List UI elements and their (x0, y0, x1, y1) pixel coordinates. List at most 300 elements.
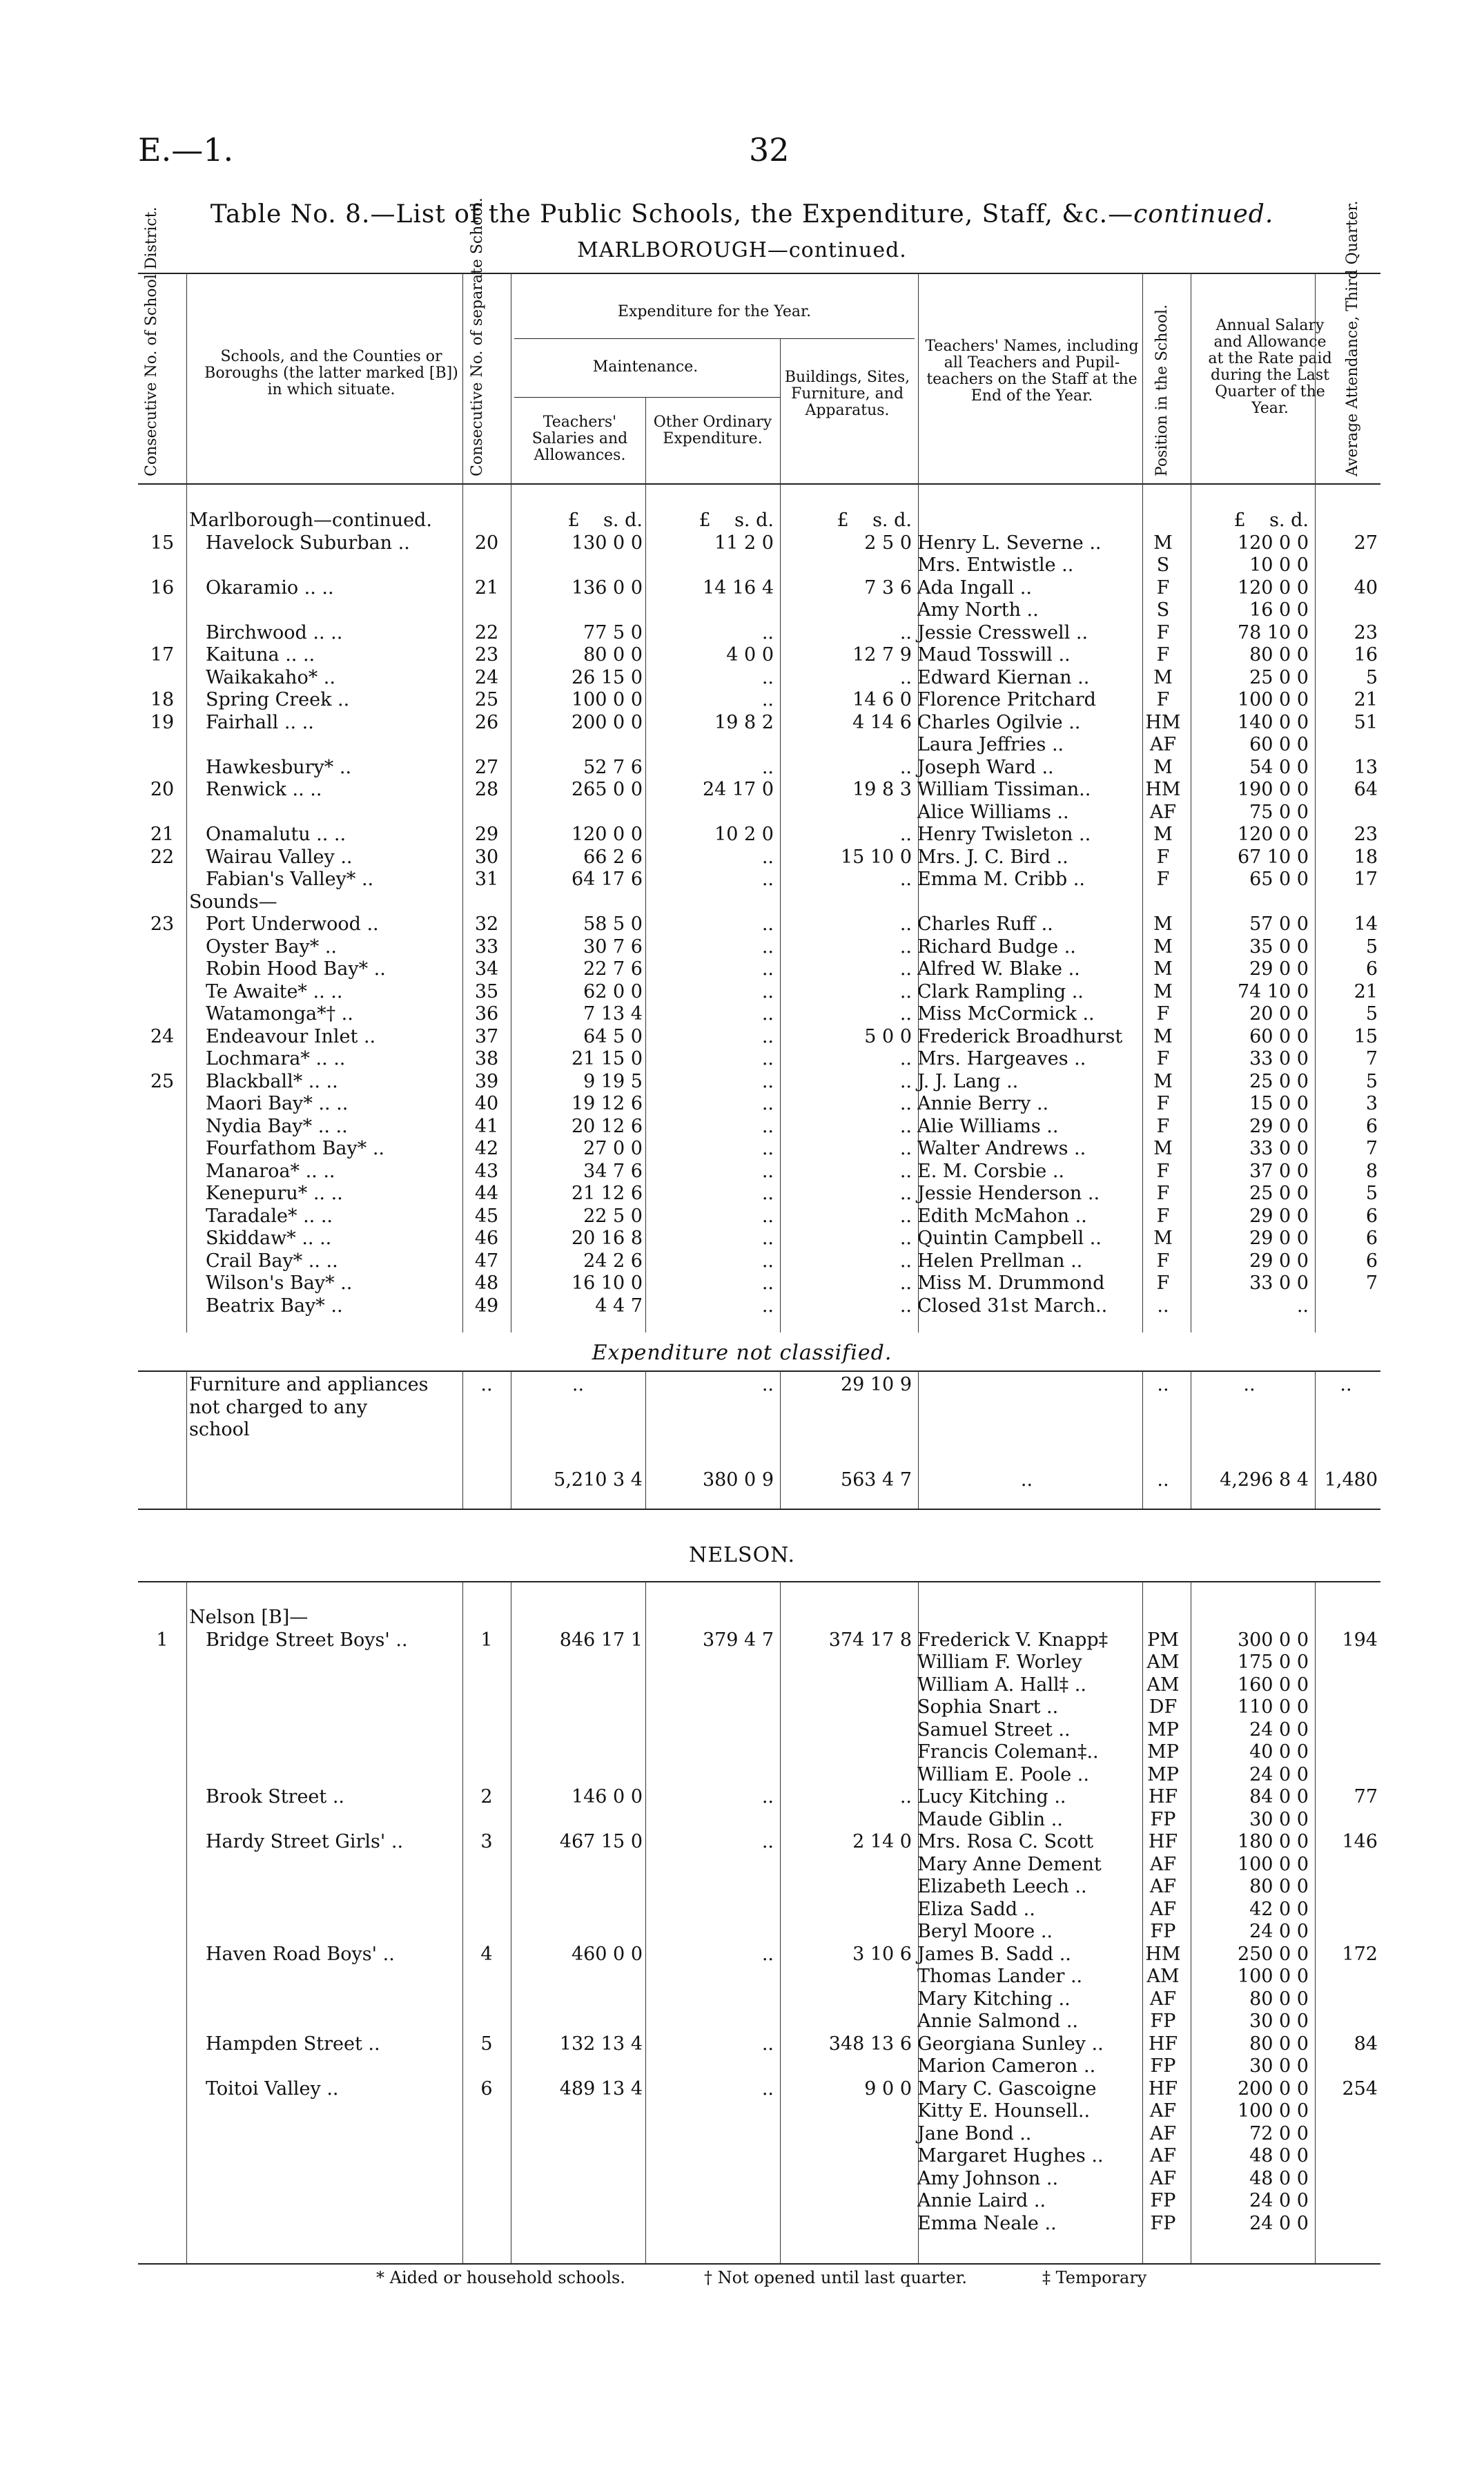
header-consecutive-district: Consecutive No. of School District. (143, 206, 160, 476)
attendance (1311, 1899, 1380, 1921)
school-no: 27 (474, 756, 499, 778)
district-no (138, 1138, 186, 1161)
teacher-name: William E. Poole .. (917, 1763, 1089, 1785)
school-name: Renwick .. .. (206, 779, 322, 800)
district-no: 15 (150, 532, 175, 554)
teacher-name: Helen Prellman .. (917, 1250, 1083, 1272)
district-no (138, 1295, 186, 1318)
attendance: 77 (1354, 1786, 1378, 1808)
buildings: .. (899, 1228, 912, 1249)
school-no (462, 2190, 511, 2213)
salaries: 846 17 1 (559, 1629, 643, 1651)
district-no (138, 1944, 186, 1966)
attendance: 84 (1354, 2033, 1378, 2055)
district-no (138, 1228, 186, 1250)
buildings: 7 3 6 (864, 576, 912, 599)
position: AF (1149, 2100, 1177, 2122)
annual-salary: 24 0 0 (1249, 1763, 1309, 1785)
table-row (138, 1093, 1380, 1116)
salaries (511, 599, 645, 622)
school-no (462, 2055, 511, 2078)
buildings: 14 6 0 (852, 689, 912, 710)
header-schools: Schools, and the Counties or Boroughs (the latter marked [B]) in which situate. (204, 348, 458, 398)
shilling-unit: s. (872, 510, 888, 531)
column-rule (1142, 1370, 1143, 1509)
buildings: 2 5 0 (864, 532, 912, 554)
table-row (138, 1786, 1380, 1809)
annual-salary: 33 0 0 (1249, 1272, 1309, 1294)
annual-salary: 48 0 0 (1249, 2167, 1309, 2189)
school-no (462, 1719, 511, 1742)
header-expenditure: Expenditure for the Year. (617, 303, 812, 320)
column-rule (918, 1370, 919, 1509)
school-no: 5 (480, 2033, 493, 2055)
position: .. (1157, 1295, 1169, 1317)
teacher-name: Lucy Kitching .. (917, 1786, 1066, 1808)
school-no (462, 1696, 511, 1719)
position: S (1156, 554, 1170, 576)
annual-salary: 37 0 0 (1249, 1160, 1309, 1182)
table-row (138, 599, 1380, 622)
district-no (138, 1966, 186, 1988)
school-name: Manaroa* .. .. (206, 1160, 335, 1182)
school-no (462, 1899, 511, 1921)
salaries: 22 5 0 (583, 1205, 643, 1227)
total-salary: 4,296 8 4 (1220, 1469, 1309, 1491)
school-name: Nydia Bay* .. .. (206, 1115, 348, 1137)
buildings: .. (899, 1250, 912, 1272)
school-no (462, 554, 511, 577)
school-no: 40 (474, 1093, 499, 1114)
buildings: .. (899, 913, 912, 935)
salaries: 52 7 6 (583, 756, 643, 778)
buildings (777, 1809, 915, 1832)
annual-salary: 74 10 0 (1237, 980, 1309, 1002)
attendance: 5 (1365, 666, 1378, 688)
school-name (186, 599, 462, 622)
teacher-name: Emma M. Cribb .. (917, 869, 1085, 890)
column-rule (918, 1581, 919, 2263)
annual-salary: 80 0 0 (1249, 1988, 1309, 2010)
column-rule (186, 1370, 187, 1509)
table-row (138, 667, 1380, 690)
attendance: 6 (1365, 958, 1378, 980)
position: F (1156, 1003, 1170, 1025)
not-classified-rule (138, 1370, 1380, 1372)
teacher-name: Elizabeth Leech .. (917, 1876, 1087, 1897)
annual-salary: 16 0 0 (1249, 599, 1309, 621)
pence-unit: d. (894, 510, 912, 531)
buildings (777, 2055, 915, 2078)
marlborough-table (138, 510, 1380, 1317)
title-prefix: Table No. 8.—List of the Public Schools, the Expenditure, Staff, &c.— (210, 200, 1134, 229)
other-expenditure: 24 17 0 (702, 779, 774, 800)
header-maintenance: Maintenance. (592, 358, 699, 376)
school-no: 43 (474, 1160, 499, 1182)
district-no (138, 2033, 186, 2056)
table-row (138, 1629, 1380, 1652)
salaries (511, 1674, 645, 1697)
furniture-table (138, 1374, 1380, 1491)
table-row (138, 1809, 1380, 1832)
buildings (777, 1921, 915, 1944)
district-no (138, 1161, 186, 1183)
position: AF (1149, 2167, 1177, 2189)
page-number: 32 (749, 131, 790, 168)
table-row (138, 779, 1380, 802)
nelson-top-rule (138, 1581, 1380, 1582)
other-expenditure (645, 1696, 777, 1719)
teacher-name: Frederick V. Knapp‡ (917, 1629, 1109, 1651)
other-expenditure (645, 1966, 777, 1988)
annual-salary: 175 0 0 (1237, 1651, 1309, 1673)
teacher-name: Mrs. Entwistle .. (917, 554, 1074, 576)
buildings: .. (899, 824, 912, 845)
other-expenditure: .. (761, 2077, 774, 2100)
teacher-name: Beryl Moore .. (917, 1921, 1053, 1942)
annual-salary: 60 0 0 (1249, 1025, 1309, 1047)
table-row (138, 1966, 1380, 1988)
school-no (462, 2145, 511, 2168)
header-position: Position in the School. (1153, 304, 1171, 476)
position: AF (1149, 734, 1177, 755)
other-expenditure (645, 2190, 777, 2213)
teacher-name: J. J. Lang .. (917, 1070, 1019, 1092)
table-row (138, 757, 1380, 779)
salaries: 26 15 0 (571, 666, 643, 688)
other-expenditure (645, 554, 777, 577)
school-no (462, 734, 511, 757)
school-no: 32 (474, 913, 499, 935)
other-expenditure (645, 1651, 777, 1674)
school-no (462, 2010, 511, 2033)
district-no (138, 1854, 186, 1877)
district-no (138, 1719, 186, 1742)
teacher-name: Henry Twisleton .. (917, 824, 1091, 845)
annual-salary: 57 0 0 (1249, 913, 1309, 935)
buildings: .. (899, 666, 912, 688)
district-no (138, 2010, 186, 2033)
attendance: 7 (1365, 1048, 1378, 1069)
table-row (138, 981, 1380, 1004)
attendance (1311, 1295, 1380, 1318)
attendance: 146 (1342, 1831, 1378, 1852)
district-no (138, 734, 186, 757)
buildings: .. (899, 1138, 912, 1159)
units-salary (1187, 510, 1311, 532)
school-name: Waikakaho* .. (206, 666, 335, 688)
annual-salary: .. (1296, 1295, 1309, 1317)
salaries (511, 1809, 645, 1832)
table-row (138, 802, 1380, 824)
school-no: 31 (474, 869, 499, 890)
school-name (186, 1696, 462, 1719)
annual-salary: 60 0 0 (1249, 734, 1309, 755)
salaries: 460 0 0 (571, 1943, 643, 1965)
school-no: 49 (474, 1295, 499, 1317)
attendance: 5 (1365, 1003, 1378, 1025)
district-no (138, 2168, 186, 2191)
school-name (186, 734, 462, 757)
position: AF (1149, 2122, 1177, 2144)
teacher-name: Alie Williams .. (917, 1115, 1059, 1137)
table-row (138, 1854, 1380, 1877)
district-no (138, 2190, 186, 2213)
other-expenditure: .. (761, 1831, 774, 1852)
district-no (138, 1786, 186, 1809)
table-row (138, 2078, 1380, 2101)
annual-salary: 120 0 0 (1237, 824, 1309, 845)
district-no (138, 936, 186, 959)
other-expenditure (645, 734, 777, 757)
other-expenditure: .. (761, 913, 774, 935)
attendance: 40 (1354, 576, 1378, 599)
buildings (777, 891, 915, 914)
annual-salary: 100 0 0 (1237, 1966, 1309, 1987)
pound-unit: £ (699, 510, 711, 531)
district-no (138, 802, 186, 824)
school-no: 3 (480, 1831, 493, 1852)
district-no: 20 (150, 779, 175, 800)
column-rule (1315, 1581, 1316, 2263)
salaries: 58 5 0 (583, 913, 643, 935)
total-teachers: .. (1020, 1469, 1033, 1491)
school-no: 30 (474, 846, 499, 868)
attendance (1311, 1719, 1380, 1742)
school-no: 46 (474, 1228, 499, 1249)
school-name: Skiddaw* .. .. (206, 1228, 332, 1249)
school-name: Lochmara* .. .. (206, 1048, 346, 1069)
teacher-name: Marion Cameron .. (917, 2055, 1096, 2077)
table-row (138, 1228, 1380, 1250)
annual-salary: 200 0 0 (1237, 2077, 1309, 2100)
school-name (186, 1764, 462, 1787)
header-buildings: Buildings, Sites, Furniture, and Apparatus. (784, 369, 910, 419)
buildings (777, 599, 915, 622)
school-name: Taradale* .. .. (206, 1205, 333, 1227)
other-expenditure (645, 1674, 777, 1697)
salaries (511, 2123, 645, 2146)
other-expenditure: 14 16 4 (702, 576, 774, 599)
district-no (138, 1048, 186, 1071)
page-identifier: E.—1. (138, 131, 234, 168)
buildings (777, 1696, 915, 1719)
table-row (138, 532, 1380, 555)
school-no (462, 1764, 511, 1787)
school-name (186, 1966, 462, 1988)
position: AF (1149, 1876, 1177, 1897)
position: F (1156, 689, 1170, 710)
other-expenditure (645, 891, 777, 914)
table-row (138, 1988, 1380, 2011)
school-no (462, 1988, 511, 2011)
position: AM (1146, 1651, 1180, 1673)
district-no (138, 1003, 186, 1026)
units-other (645, 510, 777, 532)
table-row (138, 1138, 1380, 1161)
other-expenditure: .. (761, 980, 774, 1002)
shilling-unit: s. (734, 510, 750, 531)
salaries (511, 1764, 645, 1787)
pence-unit: d. (756, 510, 774, 531)
attendance: 172 (1342, 1943, 1378, 1965)
teacher-name: Annie Berry .. (917, 1093, 1049, 1114)
position: HF (1148, 2077, 1178, 2100)
furniture-label-2: not charged to any (189, 1396, 368, 1418)
teacher-name: Closed 31st March.. (917, 1295, 1108, 1317)
other-expenditure: 4 0 0 (726, 644, 774, 666)
school-name (186, 2055, 462, 2078)
school-no (462, 1876, 511, 1899)
furniture-position: .. (1157, 1374, 1169, 1395)
furniture-teachers (915, 1374, 1139, 1397)
school-no: 34 (474, 958, 499, 980)
school-name: Bridge Street Boys' .. (206, 1629, 408, 1651)
annual-salary: 65 0 0 (1249, 869, 1309, 890)
position: AF (1149, 801, 1177, 823)
table-row (138, 1116, 1380, 1138)
teacher-name: Kitty E. Hounsell.. (917, 2100, 1091, 2122)
school-no (462, 1741, 511, 1764)
teacher-name: William Tissiman.. (917, 779, 1091, 800)
teacher-name: Annie Laird .. (917, 2190, 1046, 2211)
salaries: 132 13 4 (559, 2033, 643, 2055)
other-expenditure (645, 1741, 777, 1764)
position: M (1153, 532, 1173, 554)
attendance: 5 (1365, 1183, 1378, 1204)
furniture-other: .. (761, 1374, 774, 1395)
table-row (138, 1272, 1380, 1295)
district-no (138, 1876, 186, 1899)
attendance: 64 (1354, 779, 1378, 800)
salaries: 4 4 7 (595, 1295, 643, 1317)
district-no: 23 (150, 913, 175, 935)
teacher-name: Jessie Cresswell .. (917, 621, 1088, 643)
salaries (511, 1876, 645, 1899)
school-no: 21 (474, 576, 499, 599)
district-no (138, 2123, 186, 2146)
attendance (1311, 1966, 1380, 1988)
teacher-name: Miss McCormick .. (917, 1003, 1095, 1025)
school-no: 23 (474, 644, 499, 666)
total-attendance: 1,480 (1324, 1469, 1378, 1491)
attendance (1311, 2010, 1380, 2033)
other-expenditure (645, 2213, 777, 2236)
table-row (138, 2100, 1380, 2123)
salaries (511, 1651, 645, 1674)
school-no (462, 1651, 511, 1674)
buildings (777, 734, 915, 757)
salaries (511, 1966, 645, 1988)
other-expenditure: .. (761, 958, 774, 980)
salaries: 62 0 0 (583, 980, 643, 1002)
position: AF (1149, 1898, 1177, 1920)
annual-salary: 84 0 0 (1249, 1786, 1309, 1808)
annual-salary: 75 0 0 (1249, 801, 1309, 823)
school-name (186, 802, 462, 824)
annual-salary: 80 0 0 (1249, 1876, 1309, 1897)
teacher-name: Georgiana Sunley .. (917, 2033, 1104, 2055)
buildings (777, 2123, 915, 2146)
district-no (138, 981, 186, 1004)
position: HF (1148, 1831, 1178, 1852)
total-buildings: 563 4 7 (840, 1469, 912, 1491)
school-no: 2 (480, 1786, 493, 1808)
attendance: 7 (1365, 1272, 1378, 1294)
position: F (1156, 1183, 1170, 1204)
column-rule (780, 1370, 781, 1509)
salaries: 9 19 5 (583, 1070, 643, 1092)
salaries: 80 0 0 (583, 644, 643, 666)
teacher-name: Walter Andrews .. (917, 1138, 1086, 1159)
table-row (138, 1921, 1380, 1944)
marlborough-continued: Marlborough—continued. (189, 510, 432, 531)
district-no (138, 1764, 186, 1787)
other-expenditure: .. (761, 1093, 774, 1114)
salaries (511, 1854, 645, 1877)
school-name (186, 1809, 462, 1832)
school-name (186, 1719, 462, 1742)
school-no: 44 (474, 1183, 499, 1204)
position: AM (1146, 1966, 1180, 1987)
annual-salary: 190 0 0 (1237, 779, 1309, 800)
annual-salary: 120 0 0 (1237, 532, 1309, 554)
position: M (1153, 958, 1173, 980)
totals-row (138, 1469, 1380, 1492)
position: M (1153, 756, 1173, 778)
buildings (777, 1899, 915, 1921)
salaries (511, 1899, 645, 1921)
position: MP (1147, 1718, 1179, 1741)
table-row (138, 1651, 1380, 1674)
table-row (138, 2033, 1380, 2056)
school-name: Endeavour Inlet .. (206, 1025, 376, 1047)
other-expenditure (645, 2055, 777, 2078)
annual-salary: 250 0 0 (1237, 1943, 1309, 1965)
marlborough-bottom-rule (138, 1509, 1380, 1510)
school-no (462, 1921, 511, 1944)
column-rule (918, 273, 919, 1333)
school-name: Maori Bay* .. .. (206, 1093, 349, 1114)
attendance: 21 (1354, 980, 1378, 1002)
header-top-rule (138, 273, 1380, 274)
salaries: 64 5 0 (583, 1025, 643, 1047)
furniture-attendance: .. (1340, 1374, 1352, 1395)
attendance (1311, 2190, 1380, 2213)
other-expenditure (645, 599, 777, 622)
school-name (186, 2100, 462, 2123)
school-name: Crail Bay* .. .. (206, 1250, 338, 1272)
teacher-name: Emma Neale .. (917, 2212, 1057, 2234)
school-name (186, 2168, 462, 2191)
position: HM (1145, 711, 1181, 733)
position: F (1156, 869, 1170, 890)
salaries (511, 1921, 645, 1944)
expenditure-rule (514, 338, 915, 339)
annual-salary: 29 0 0 (1249, 1250, 1309, 1272)
nelson-table (138, 1607, 1380, 2235)
buildings: .. (899, 869, 912, 890)
attendance (1311, 2123, 1380, 2146)
district-no (138, 1205, 186, 1228)
attendance (1311, 554, 1380, 577)
school-name (186, 2145, 462, 2168)
buildings (777, 1876, 915, 1899)
teacher-name: Amy North .. (917, 599, 1039, 621)
buildings: .. (899, 1003, 912, 1025)
table-row (138, 1831, 1380, 1854)
salaries: 22 7 6 (583, 958, 643, 980)
